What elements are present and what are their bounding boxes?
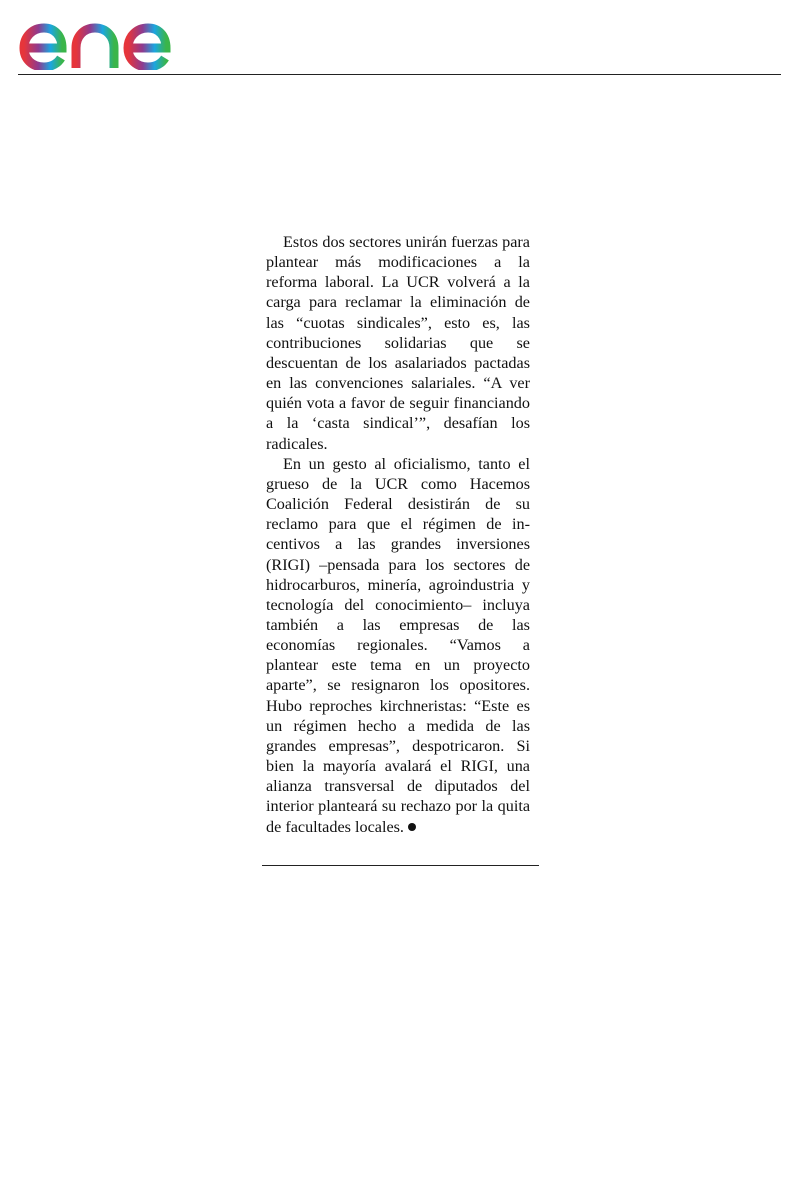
- article-end-rule: [262, 865, 539, 866]
- end-of-article-bullet: [408, 823, 416, 831]
- article-body: [266, 232, 530, 837]
- article-paragraph-2: [266, 454, 530, 837]
- article-paragraph-2-text: En un gesto al oficialismo, tanto el grueso de la UCR como Hacemos Coalición Federal desistirán de su reclamo para que el régimen de incentivos a las grandes inversiones (RIGI) –pensada para los sectores de hidrocarburos, minería, agroindustria y tecnología del conocimiento– incluya también a las empresas de las economías regionales. “Vamos a plantear este tema en un proyecto aparte”, se resignaron los opositores. Hubo reproches kirchneristas: “Este es un régimen hecho a medida de las grandes empresas”, despotricaron. Si bien la mayoría avalará el RIGI, una alianza transversal de diputados del interior planteará su rechazo por la quita de facultades locales.: [266, 454, 530, 836]
- article-paragraph-1: Estos dos sectores unirán fuerzas para plantear más modificaciones a la reforma laboral. La UCR volverá a la carga para reclamar la eliminación de las “cuotas sindicales”, esto es, las contribuciones solidarias que se descuentan de los asalariados pactadas en las convenciones salariales. “A ver quién vota a favor de seguir financiando a la ‘casta sindical’”, desafían los radicales.: [266, 233, 530, 453]
- header-divider: [18, 74, 781, 75]
- enel-logo: [18, 4, 193, 70]
